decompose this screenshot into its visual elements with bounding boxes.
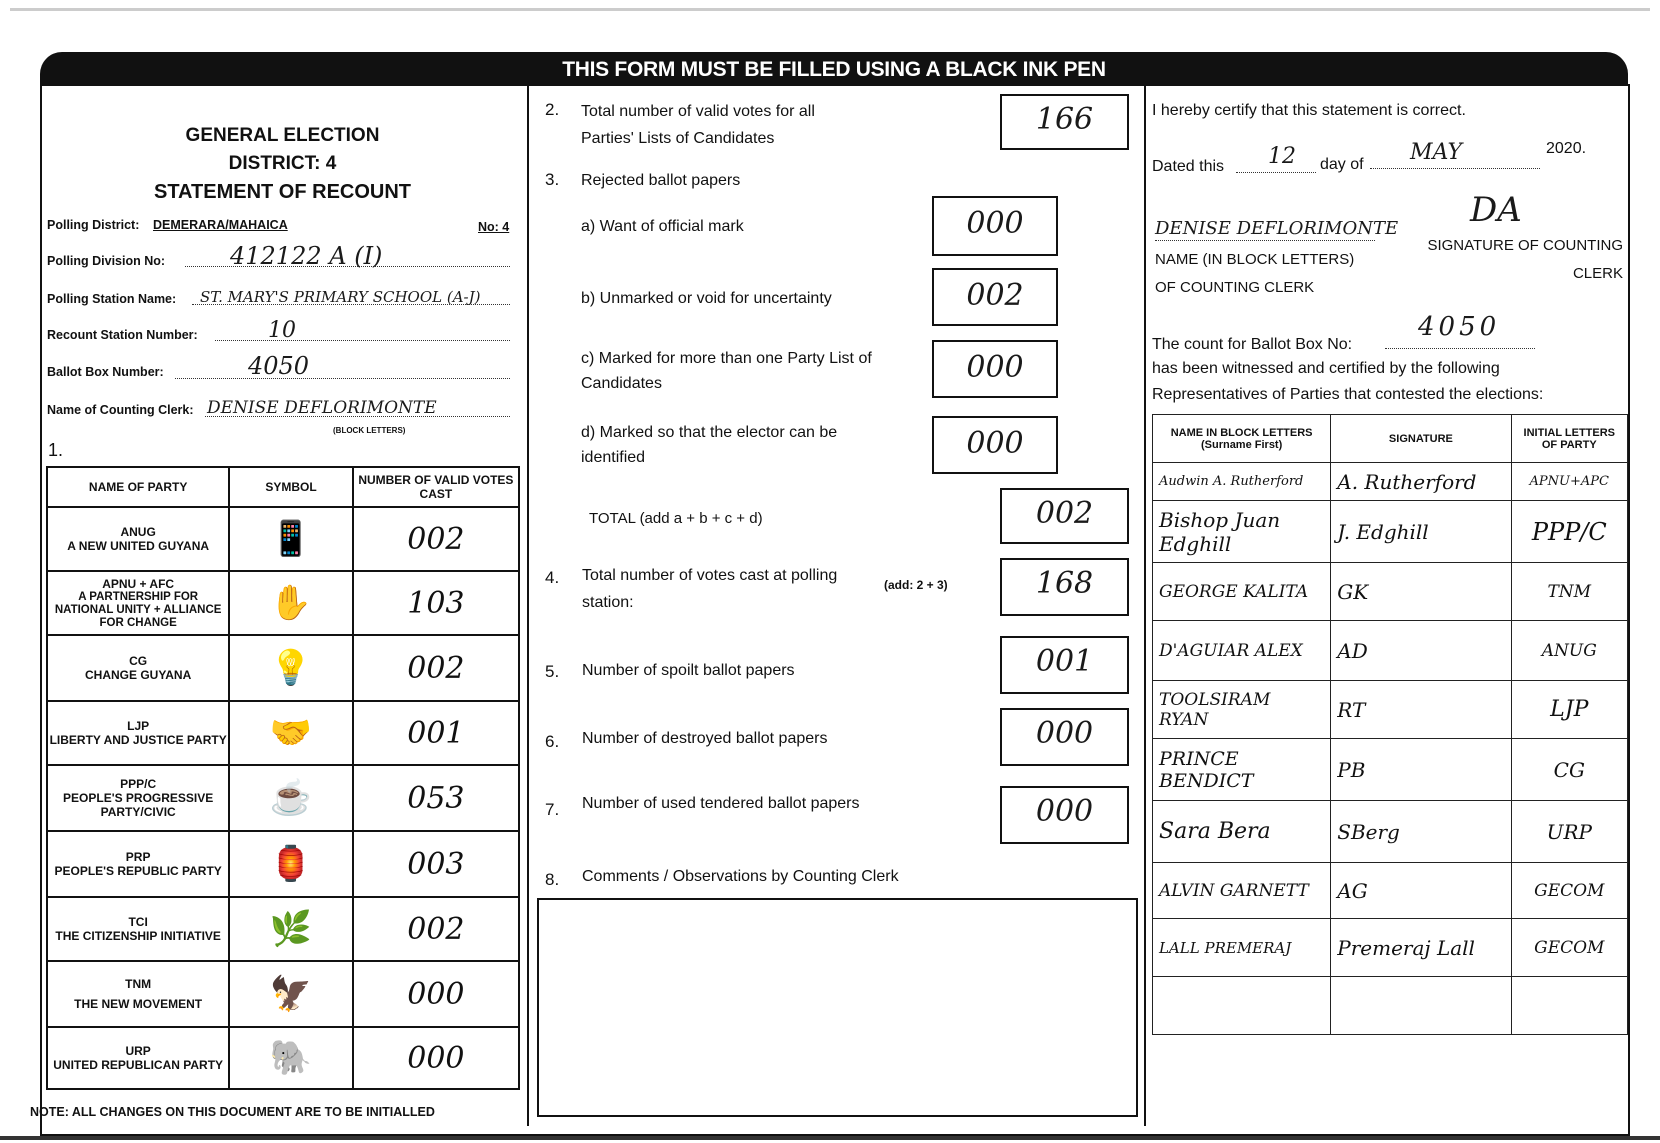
- rep-party: URP: [1511, 801, 1627, 863]
- item2-box: [1000, 94, 1129, 150]
- rep-name-empty: [1153, 977, 1331, 1035]
- footer-note: NOTE: ALL CHANGES ON THIS DOCUMENT ARE TO BE INITIALLED: [30, 1105, 435, 1119]
- party-abbr: TNM: [125, 977, 152, 991]
- mobile-phone-icon: 📱: [269, 520, 313, 558]
- item2-label: Total number of valid votes for all Parties' Lists of Candidates: [581, 103, 815, 147]
- party-abbr: PPP/C: [120, 777, 157, 791]
- clerk-name-value: DENISE DEFLORIMONTE: [1155, 218, 1399, 239]
- rep-col-name: NAME IN BLOCK LETTERS (Surname First): [1153, 415, 1331, 463]
- rep-name: D'AGUIAR ALEX: [1153, 621, 1331, 681]
- district-no: No: 4: [478, 220, 510, 234]
- counting-clerk-label: Name of Counting Clerk:: [47, 403, 194, 417]
- party-row: [47, 897, 519, 961]
- banner-text: THIS FORM MUST BE FILLED USING A BLACK INK PEN: [562, 58, 1106, 81]
- item5-box: [1000, 636, 1129, 694]
- party-votes: 103: [407, 585, 465, 621]
- polling-station-value: ST. MARY'S PRIMARY SCHOOL (A-J): [200, 288, 481, 306]
- item4-add-note: (add: 2 + 3): [884, 578, 948, 592]
- representatives-table: [1152, 414, 1628, 1035]
- total-box: [1000, 488, 1129, 544]
- party-row: [47, 507, 519, 571]
- party-row: [47, 765, 519, 831]
- rep-signature: SBerg: [1331, 801, 1511, 863]
- item4-value: 168: [1035, 566, 1094, 601]
- item3d-box: [932, 416, 1058, 474]
- party-row: [47, 961, 519, 1027]
- rep-party: PPP/C: [1511, 501, 1627, 563]
- party-name: A PARTNERSHIP FOR NATIONAL UNITY + ALLIANCE FOR CHANGE: [54, 590, 222, 629]
- recount-station-label: Recount Station Number:: [47, 328, 198, 342]
- party-row: [47, 571, 519, 635]
- party-name: PEOPLE'S REPUBLIC PARTY: [54, 864, 222, 878]
- item7-label: Number of used tendered ballot papers: [582, 795, 860, 812]
- party-name: UNITED REPUBLICAN PARTY: [53, 1058, 224, 1072]
- party-abbr: ANUG: [120, 525, 156, 539]
- polling-district-value: DEMERARA/MAHAICA: [153, 218, 288, 232]
- item3c-value: 000: [966, 350, 1024, 385]
- witness-text: has been witnessed and certified by the following Representatives of Parties that contested the elections:: [1152, 360, 1544, 403]
- banner: [40, 52, 1628, 86]
- item3c-box: [932, 340, 1058, 398]
- item3d-label: d) Marked so that the elector can be identified: [581, 424, 838, 466]
- scan-edge: [10, 8, 1650, 11]
- certify-text: I hereby certify that this statement is correct.: [1152, 102, 1466, 119]
- rep-signature: J. Edghill: [1331, 501, 1511, 563]
- section-1-number: 1.: [48, 440, 64, 460]
- clerk-name-line: [1155, 240, 1375, 241]
- rep-name: LALL PREMERAJ: [1153, 919, 1331, 977]
- counting-clerk-value: DENISE DEFLORIMONTE: [207, 398, 437, 418]
- day-of-label: day of: [1320, 156, 1364, 173]
- rep-party-empty: [1511, 977, 1627, 1035]
- year-value: 2020.: [1546, 140, 1587, 157]
- party-row: [47, 1027, 519, 1089]
- bottom-edge: [0, 1136, 1660, 1140]
- recount-station-value: 10: [268, 318, 296, 343]
- rep-row: [1153, 501, 1628, 563]
- cup-icon: ☕: [269, 779, 313, 817]
- item3d-value: 000: [966, 426, 1024, 461]
- item6-value: 000: [1035, 716, 1094, 751]
- rep-row: [1153, 919, 1628, 977]
- ballot-box-label: Ballot Box Number:: [47, 365, 164, 379]
- polling-division-value: 412122 A (I): [230, 242, 383, 270]
- col-party-name: NAME OF PARTY: [47, 467, 229, 507]
- count-line: [1385, 348, 1535, 349]
- party-name: CHANGE GUYANA: [85, 668, 192, 682]
- rep-row: [1153, 801, 1628, 863]
- rep-col-signature: SIGNATURE: [1331, 415, 1511, 463]
- recount-station-line: [215, 340, 510, 341]
- rep-row: [1153, 739, 1628, 801]
- handshake-icon: 🤝: [269, 714, 313, 752]
- rep-signature: A. Rutherford: [1331, 463, 1511, 501]
- rep-name: PRINCE BENDICT: [1153, 739, 1331, 801]
- rep-party: CG: [1511, 739, 1627, 801]
- party-abbr: PRP: [125, 850, 151, 864]
- party-row: [47, 831, 519, 897]
- item6-label: Number of destroyed ballot papers: [582, 730, 828, 747]
- ballot-box-value: 4050: [248, 352, 310, 380]
- ballot-box-line: [175, 378, 510, 379]
- item4-box: [1000, 558, 1129, 616]
- rep-row: [1153, 621, 1628, 681]
- rep-name: GEORGE KALITA: [1153, 563, 1331, 621]
- party-votes: 001: [407, 715, 465, 751]
- item3a-value: 000: [966, 206, 1024, 241]
- rep-row: [1153, 681, 1628, 739]
- rep-party: GECOM: [1511, 919, 1627, 977]
- dated-label: Dated this: [1152, 158, 1225, 175]
- rep-name: Audwin A. Rutherford: [1153, 463, 1331, 501]
- lantern-icon: 🏮: [269, 845, 313, 883]
- party-row: [47, 701, 519, 765]
- item3a-box: [932, 196, 1058, 256]
- item3a-label: a) Want of official mark: [581, 218, 744, 235]
- rep-signature: AG: [1331, 863, 1511, 919]
- rep-signature: RT: [1331, 681, 1511, 739]
- rep-signature: AD: [1331, 621, 1511, 681]
- rep-party: APNU+APC: [1511, 463, 1627, 501]
- rep-signature: Premeraj Lall: [1331, 919, 1511, 977]
- clerk-signature-label: SIGNATURE OF COUNTING CLERK: [1427, 237, 1623, 282]
- item6-box: [1000, 708, 1129, 766]
- party-name: THE NEW MOVEMENT: [74, 997, 203, 1011]
- rep-row: [1153, 863, 1628, 919]
- party-votes: 002: [407, 911, 465, 947]
- rep-col-party: INITIAL LETTERS OF PARTY: [1511, 415, 1627, 463]
- item4-label: Total number of votes cast at polling station:: [582, 567, 838, 611]
- rep-signature: PB: [1331, 739, 1511, 801]
- rep-row: [1153, 463, 1628, 501]
- rep-party: ANUG: [1511, 621, 1627, 681]
- rep-name: Sara Bera: [1153, 801, 1331, 863]
- party-votes: 000: [407, 976, 465, 1012]
- item6-number: 6.: [545, 732, 560, 751]
- party-abbr: APNU + AFC: [102, 576, 175, 591]
- hand-key-icon: ✋: [269, 584, 313, 622]
- month-value: MAY: [1410, 140, 1463, 165]
- item7-value: 000: [1035, 794, 1094, 829]
- plant-icon: 🌿: [269, 910, 313, 948]
- total-value: 002: [1035, 496, 1094, 531]
- rep-party: TNM: [1511, 563, 1627, 621]
- rep-row: [1153, 977, 1628, 1035]
- party-votes: 053: [407, 780, 465, 816]
- eagle-icon: 🦅: [269, 975, 313, 1013]
- column-divider-1: [527, 86, 529, 1126]
- rep-row: [1153, 563, 1628, 621]
- day-value: 12: [1268, 144, 1296, 169]
- rep-name: Bishop Juan Edghill: [1153, 501, 1331, 563]
- party-abbr: LJP: [127, 719, 150, 733]
- rep-name: TOOLSIRAM RYAN: [1153, 681, 1331, 739]
- item5-label: Number of spoilt ballot papers: [582, 662, 795, 679]
- item8-number: 8.: [545, 870, 560, 889]
- item3-label: Rejected ballot papers: [581, 172, 741, 189]
- polling-station-label: Polling Station Name:: [47, 292, 177, 306]
- party-votes: 002: [407, 650, 465, 686]
- party-name: A NEW UNITED GUYANA: [67, 539, 210, 553]
- party-name: PEOPLE'S PROGRESSIVE PARTY/CIVIC: [63, 791, 214, 819]
- polling-division-label: Polling Division No:: [47, 254, 166, 268]
- day-line: [1236, 172, 1316, 173]
- comments-box[interactable]: [537, 898, 1138, 1117]
- title-general-election: GENERAL ELECTION: [185, 125, 380, 146]
- clerk-name-label: NAME (IN BLOCK LETTERS) OF COUNTING CLERK: [1155, 251, 1355, 296]
- item3b-box: [932, 268, 1058, 326]
- item7-box: [1000, 786, 1129, 844]
- item3b-value: 002: [966, 278, 1024, 313]
- party-abbr: TCI: [128, 915, 148, 929]
- item5-number: 5.: [545, 662, 560, 681]
- rep-party: LJP: [1511, 681, 1627, 739]
- col-symbol: SYMBOL: [229, 467, 352, 507]
- column-divider-2: [1144, 86, 1146, 1126]
- item2-number: 2.: [545, 100, 560, 119]
- party-abbr: CG: [129, 654, 148, 668]
- party-votes: 002: [407, 521, 465, 557]
- item8-label: Comments / Observations by Counting Clerk: [582, 868, 899, 885]
- item7-number: 7.: [545, 800, 560, 819]
- count-label: The count for Ballot Box No:: [1152, 336, 1353, 353]
- header-title: [140, 122, 425, 206]
- col-votes: NUMBER OF VALID VOTES CAST: [353, 467, 519, 507]
- polling-district-label: Polling District:: [47, 218, 140, 232]
- total-label: TOTAL (add a + b + c + d): [589, 510, 763, 527]
- item3-number: 3.: [545, 170, 560, 189]
- party-votes: 000: [407, 1040, 465, 1076]
- party-name: LIBERTY AND JUSTICE PARTY: [49, 733, 227, 747]
- clerk-signature: DA: [1470, 190, 1522, 230]
- party-votes: 003: [407, 846, 465, 882]
- month-line: [1370, 168, 1540, 169]
- count-box-value: 4050: [1418, 312, 1501, 342]
- rep-party: GECOM: [1511, 863, 1627, 919]
- rep-name: ALVIN GARNETT: [1153, 863, 1331, 919]
- party-table: [46, 466, 520, 1090]
- item3c-label: c) Marked for more than one Party List of Candidates: [581, 350, 872, 392]
- party-name: THE CITIZENSHIP INITIATIVE: [55, 929, 221, 943]
- lightbulb-icon: 💡: [269, 649, 313, 687]
- item5-value: 001: [1035, 644, 1094, 679]
- item4-number: 4.: [545, 568, 560, 587]
- item3b-label: b) Unmarked or void for uncertainty: [581, 290, 832, 307]
- rep-signature-empty: [1331, 977, 1511, 1035]
- rep-signature: GK: [1331, 563, 1511, 621]
- item2-value: 166: [1035, 102, 1094, 137]
- title-statement: STATEMENT OF RECOUNT: [153, 181, 412, 203]
- title-district: DISTRICT: 4: [228, 153, 337, 174]
- block-letters-note: (BLOCK LETTERS): [333, 426, 406, 435]
- party-row: [47, 635, 519, 701]
- party-abbr: URP: [125, 1044, 151, 1058]
- animal-icon: 🐘: [269, 1039, 313, 1077]
